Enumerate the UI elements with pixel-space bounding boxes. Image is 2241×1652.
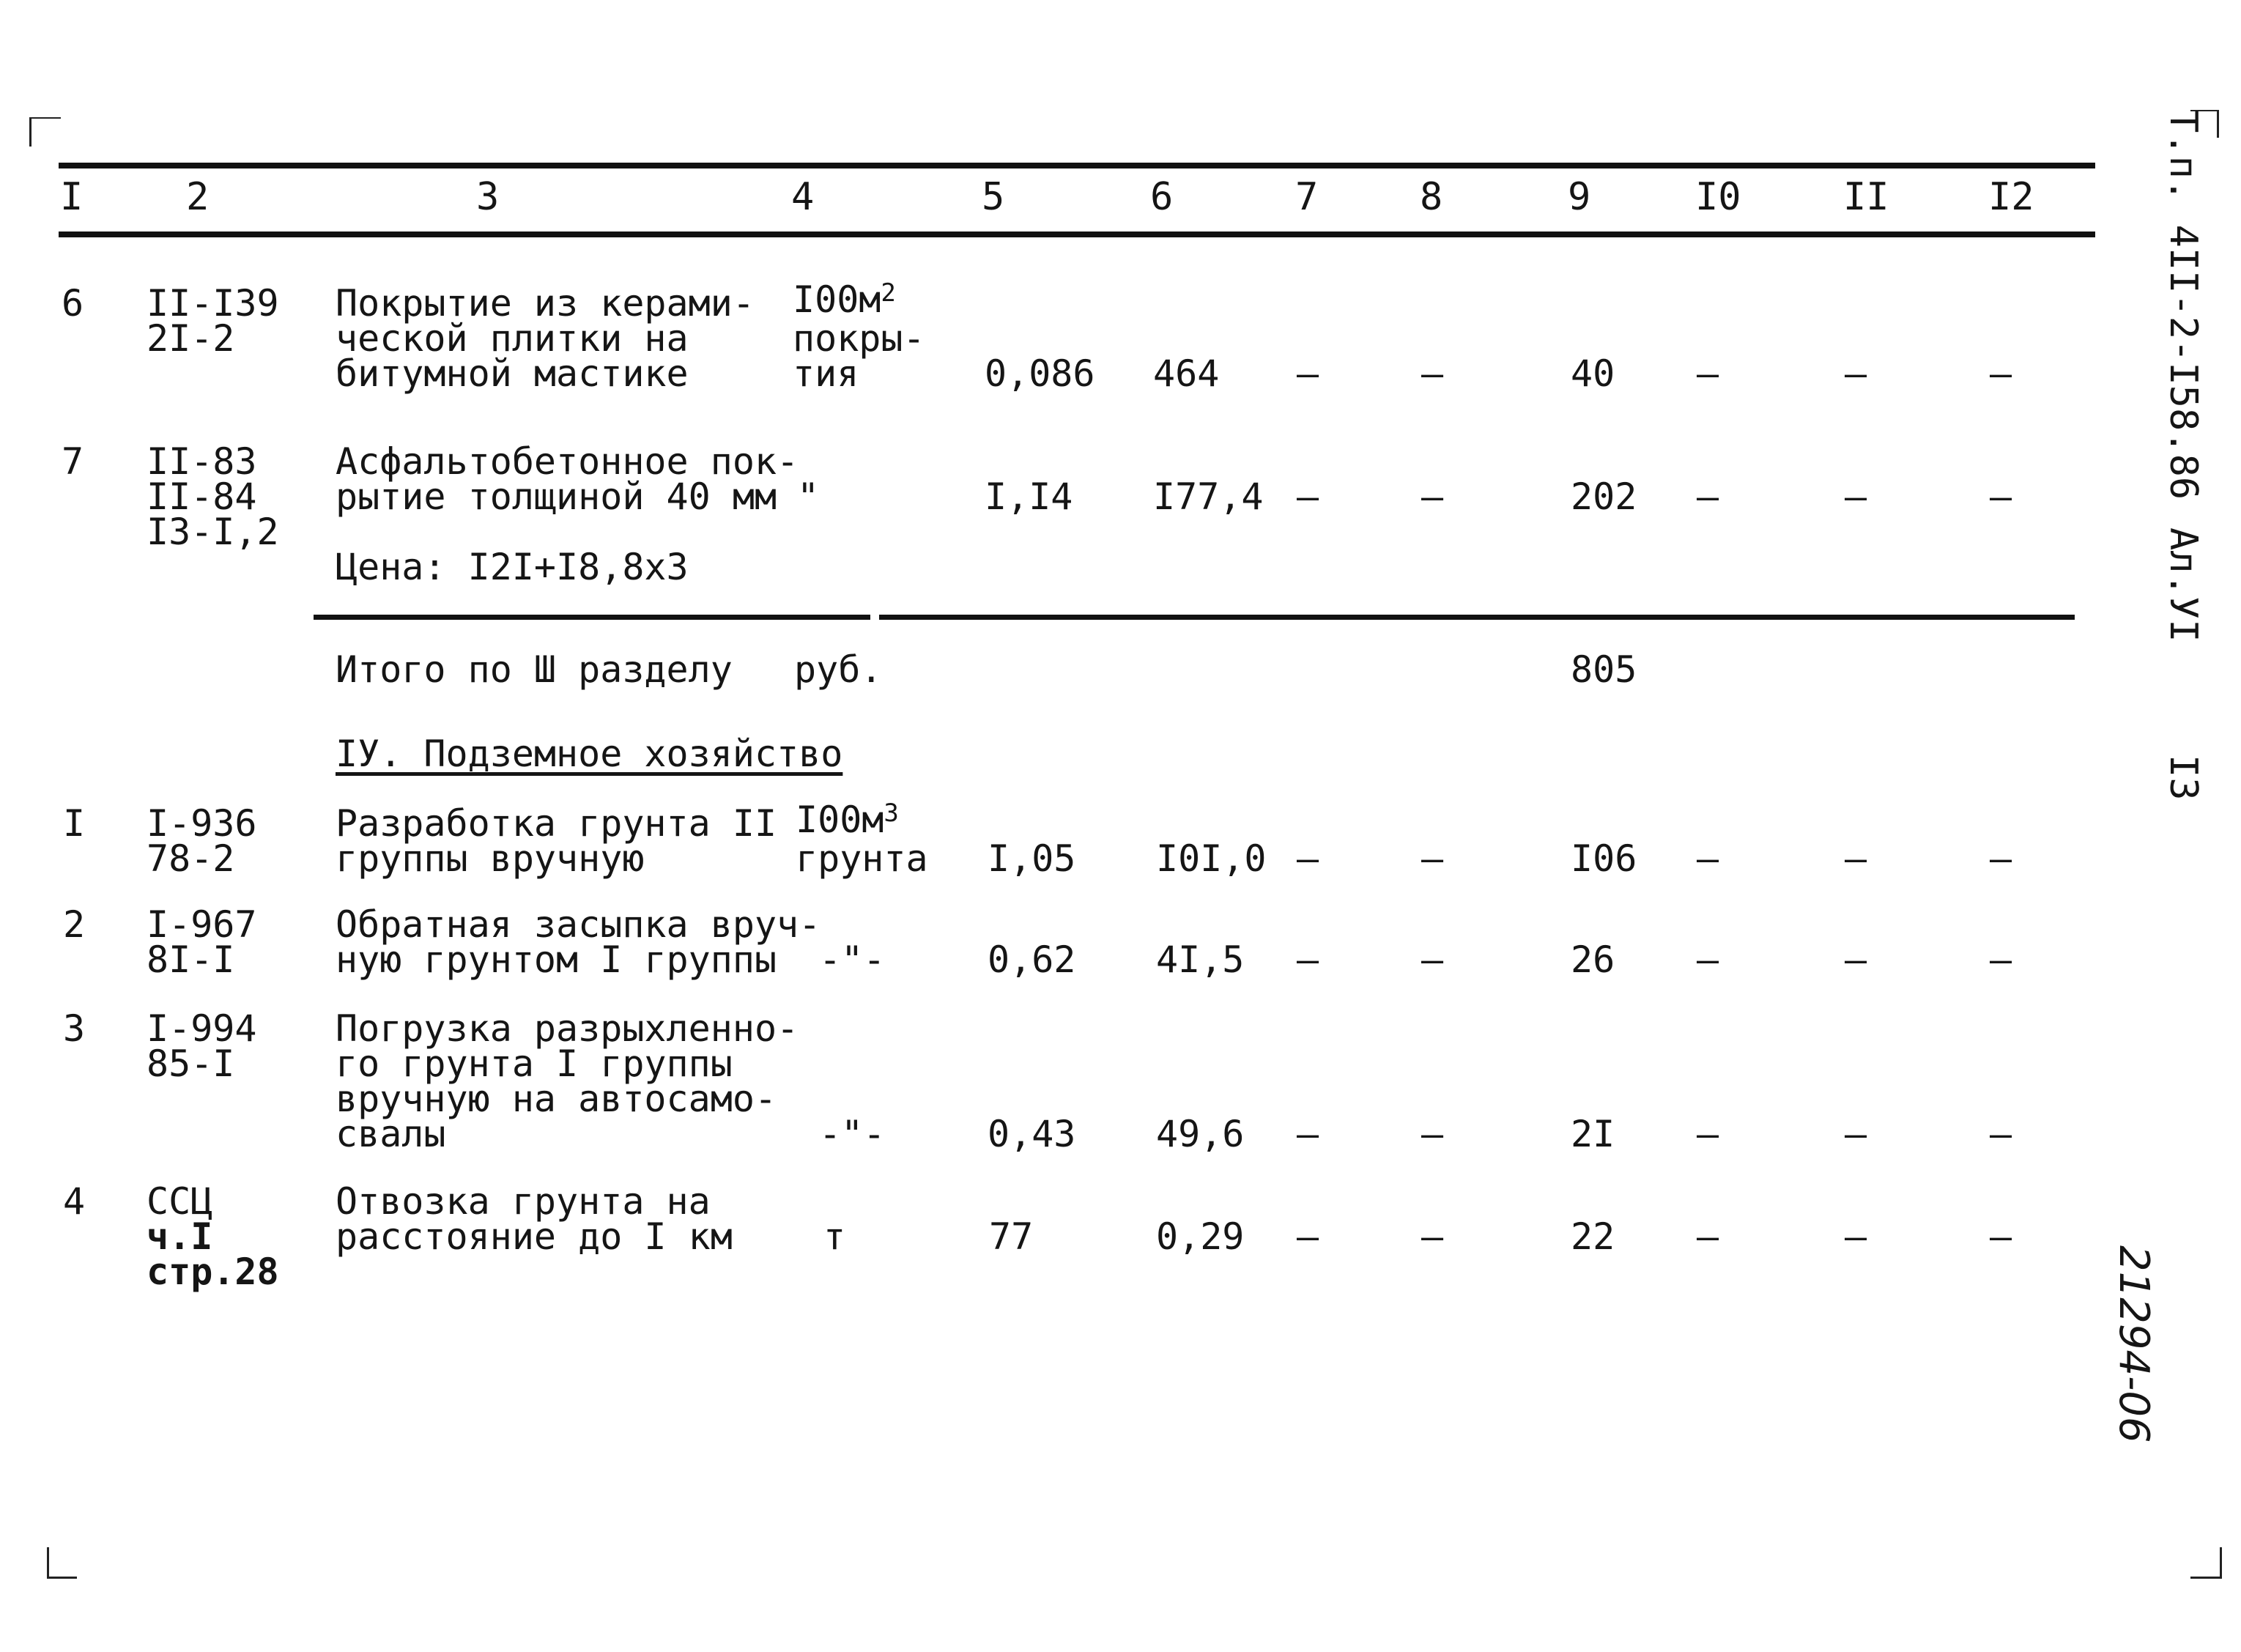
col-8-value: – (1421, 1113, 1444, 1155)
subtotal-rule-right (879, 615, 2075, 620)
total-cost: 202 (1571, 475, 1637, 518)
row-number: I (63, 802, 86, 845)
rate-code-line: 8I-I (147, 938, 235, 981)
col-header-5: 5 (982, 175, 1005, 219)
col-7-value: – (1297, 1215, 1319, 1258)
work-description-line: Асфальтобетонное пок- (336, 440, 799, 483)
unit-of-measure: -"- (819, 1113, 886, 1155)
rate-code-line: 2I-2 (147, 317, 235, 360)
unit-of-measure: $I00м^2$ (793, 278, 896, 321)
unit-of-measure: т (823, 1215, 846, 1258)
col-12-value: – (1990, 837, 2012, 880)
work-description-line: Отвозка грунта на (336, 1180, 711, 1223)
col-7-value: – (1297, 475, 1319, 518)
col-8-value: – (1421, 352, 1444, 395)
price-formula-note: Цена: I2I+I8,8x3 (336, 546, 689, 588)
total-cost: I06 (1571, 837, 1637, 880)
work-description-line: расстояние до I км (336, 1215, 733, 1258)
unit-of-measure: $I00м^3$ (796, 799, 899, 841)
unit-of-measure-line: тия (793, 352, 859, 395)
col-header-9: 9 (1568, 175, 1591, 219)
col-12-value: – (1990, 1215, 2012, 1258)
col-11-value: – (1845, 352, 1867, 395)
section-title: IУ. Подземное хозяйство (336, 733, 843, 775)
work-description-line: Разработка грунта II (336, 802, 777, 845)
subtotal-rule-left (314, 615, 870, 620)
rate-code-line: ССЦ (147, 1180, 213, 1223)
rate-code-line: 85-I (147, 1042, 235, 1085)
header-rule-bottom (59, 231, 2095, 237)
rate-code-line: II-83 (147, 440, 257, 483)
work-description-line: битумной мастике (336, 352, 689, 395)
col-7-value: – (1297, 1113, 1319, 1155)
col-header-10: I0 (1695, 175, 1741, 219)
col-10-value: – (1697, 837, 1719, 880)
rate-code-line: I-936 (147, 802, 257, 845)
work-description-line: ную грунтом I группы (336, 938, 777, 981)
header-rule-top (59, 163, 2095, 168)
col-7-value: – (1297, 938, 1319, 981)
total-cost: 26 (1571, 938, 1615, 981)
col-10-value: – (1697, 1113, 1719, 1155)
crop-mark-bottom-left (47, 1547, 77, 1579)
row-number: 6 (62, 282, 84, 325)
subtotal-label: Итого по Ш разделу (336, 648, 733, 691)
col-8-value: – (1421, 1215, 1444, 1258)
row-number: 2 (63, 903, 86, 946)
page-number: I3 (2161, 755, 2205, 801)
col-7-value: – (1297, 837, 1319, 880)
total-cost: 40 (1571, 352, 1615, 395)
work-description-line: рытие толщиной 40 мм (336, 475, 777, 518)
col-12-value: – (1990, 1113, 2012, 1155)
crop-mark-bottom-right (2190, 1547, 2222, 1579)
col-11-value: – (1845, 475, 1867, 518)
rate-code-line: II-84 (147, 475, 257, 518)
document-reference: Т.п. 4II-2-I58.86 (2161, 110, 2205, 500)
work-description-line: Погрузка разрыхленно- (336, 1007, 799, 1050)
unit-of-measure: -"- (819, 938, 886, 981)
col-header-11: II (1843, 175, 1889, 219)
subtotal-total: 805 (1571, 648, 1637, 691)
rate-code-line: I-967 (147, 903, 257, 946)
quantity: 77 (989, 1215, 1034, 1258)
work-description-line: Обратная засыпка вруч- (336, 903, 821, 946)
row-number: 4 (63, 1180, 86, 1223)
rate-code-line: II-I39 (147, 282, 279, 325)
quantity: I,I4 (985, 475, 1073, 518)
work-description-line: Покрытие из керами- (336, 282, 755, 325)
col-8-value: – (1421, 837, 1444, 880)
unit-price: 4I,5 (1156, 938, 1245, 981)
col-7-value: – (1297, 352, 1319, 395)
unit-of-measure-line: грунта (796, 837, 928, 880)
rate-code-line: I3-I,2 (147, 511, 279, 553)
unit-price: I77,4 (1153, 475, 1264, 518)
total-cost: 22 (1571, 1215, 1615, 1258)
album-label: Ал.УI (2161, 527, 2205, 642)
unit-price: 0,29 (1156, 1215, 1245, 1258)
work-description-line: свалы (336, 1113, 446, 1155)
col-header-1: I (60, 175, 84, 219)
quantity: 0,43 (988, 1113, 1076, 1155)
unit-price: 49,6 (1156, 1113, 1245, 1155)
col-10-value: – (1697, 475, 1719, 518)
col-10-value: – (1697, 1215, 1719, 1258)
col-10-value: – (1697, 938, 1719, 981)
rate-code-line: ч.I (147, 1215, 213, 1258)
col-header-8: 8 (1420, 175, 1443, 219)
col-header-3: 3 (476, 175, 500, 219)
work-description-line: ческой плитки на (336, 317, 689, 360)
col-header-4: 4 (791, 175, 815, 219)
col-8-value: – (1421, 938, 1444, 981)
col-11-value: – (1845, 1113, 1867, 1155)
col-header-7: 7 (1295, 175, 1319, 219)
unit-of-measure: " (797, 475, 820, 518)
col-header-12: I2 (1988, 175, 2034, 219)
col-header-2: 2 (186, 175, 210, 219)
rate-code-line: 78-2 (147, 837, 235, 880)
work-description-line: го грунта I группы (336, 1042, 733, 1085)
rate-code-line: стр.28 (147, 1251, 279, 1293)
subtotal-unit: руб. (794, 648, 883, 691)
col-11-value: – (1845, 938, 1867, 981)
col-header-6: 6 (1150, 175, 1174, 219)
rate-code-line: I-994 (147, 1007, 257, 1050)
col-10-value: – (1697, 352, 1719, 395)
row-number: 3 (63, 1007, 86, 1050)
unit-price: 464 (1153, 352, 1220, 395)
work-description-line: группы вручную (336, 837, 645, 880)
quantity: I,05 (988, 837, 1076, 880)
unit-of-measure-line: покры- (793, 317, 925, 360)
col-12-value: – (1990, 475, 2012, 518)
total-cost: 2I (1571, 1113, 1615, 1155)
col-8-value: – (1421, 475, 1444, 518)
quantity: 0,62 (988, 938, 1076, 981)
col-11-value: – (1845, 837, 1867, 880)
row-number: 7 (62, 440, 84, 483)
col-12-value: – (1990, 352, 2012, 395)
quantity: 0,086 (985, 352, 1095, 395)
col-11-value: – (1845, 1215, 1867, 1258)
archive-number: 21294-06 (2110, 1245, 2157, 1443)
unit-price: I0I,0 (1156, 837, 1267, 880)
work-description-line: вручную на автосамо- (336, 1078, 777, 1120)
col-12-value: – (1990, 938, 2012, 981)
crop-mark-top-left (29, 117, 61, 147)
